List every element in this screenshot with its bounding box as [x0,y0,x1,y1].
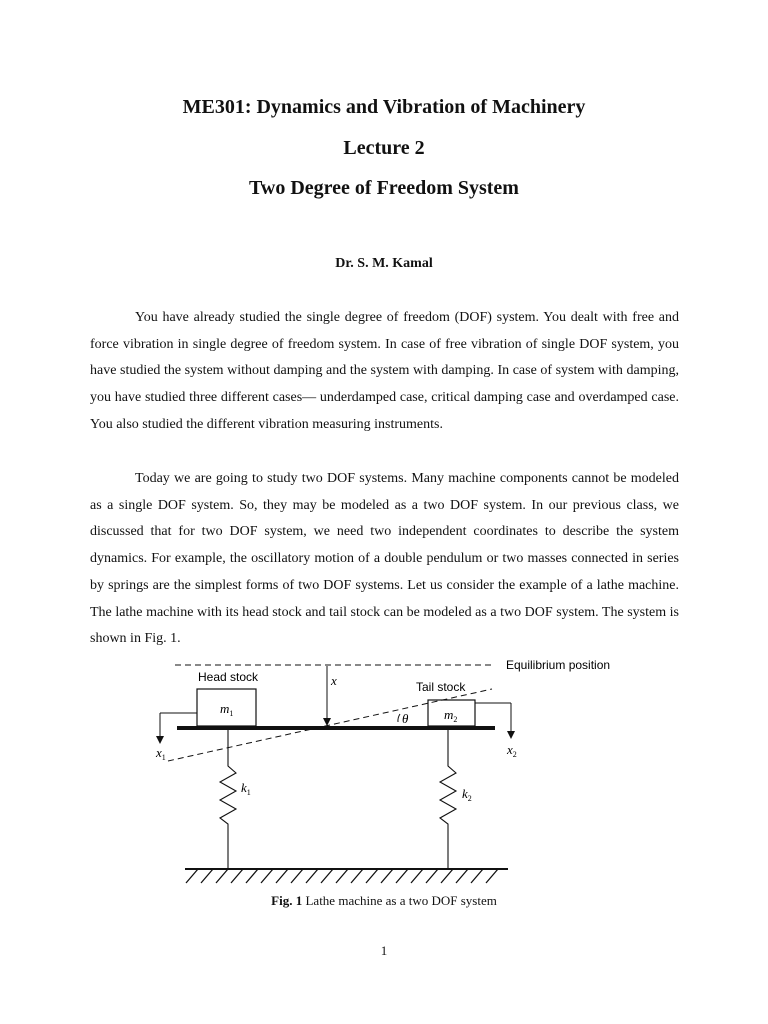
x2-label: $x_2$ [507,742,517,759]
lathe-diagram [140,656,630,896]
tail-stock-label: Tail stock [416,680,466,694]
caption-text: Lathe machine as a two DOF system [302,893,497,908]
x1-arrow-head [156,736,164,744]
figure-lathe-two-dof [140,656,630,896]
spring-k1 [220,730,236,869]
paragraph-2-text: Today we are going to study two DOF systems. Many machine components cannot be modeled as a single DOF system. So, they may be modeled as a two DOF system. In our previous class, we discussed that for two DOF system, we need two independent coordinates to describe the system dynamics. For example, the oscillatory motion of a double pendulum or two masses connected in series by springs are the simplest forms of two DOF systems. Let us consider the example of a lathe machine. The lathe machine with its head stock and tail stock can be modeled as a two DOF system. The system is shown in Fig. 1. [90,471,679,647]
lecture-title: Two Degree of Freedom System [249,177,519,199]
x2-arrow-head [507,731,515,739]
spring-k2 [440,730,456,869]
k2-label: $k_2$ [462,786,472,803]
theta-arc [398,714,400,722]
theta-label: θ [402,711,409,726]
paragraph-1-text: You have already studied the single degree of freedom (DOF) system. You dealt with free and force vibration in single degree of freedom system. In case of free vibration of single DOF system, you have studied the system without damping and the system with damping. In case of system with damping, you have studied three different cases— underdamped case, critical damping case and overdamped case. You also studied the different vibration measuring instruments. [90,310,679,432]
caption-number: Fig. 1 [271,893,303,908]
page-number: 1 [380,943,388,958]
course-title: ME301: Dynamics and Vibration of Machinery [182,96,586,118]
mass2-symbol: $m_2$ [444,707,458,724]
x-label: x [331,673,337,688]
equilibrium-label: Equilibrium position [506,658,611,672]
lecture-number: Lecture 2 [343,137,425,159]
mass1-symbol: $m_1$ [220,701,234,718]
ground-hatching [186,869,498,883]
figure-caption [0,893,768,909]
author-name: Dr. S. M. Kamal [335,256,433,271]
head-stock-label: Head stock [198,670,259,684]
x1-label: $x_1$ [156,745,166,762]
k1-label: $k_1$ [241,780,251,797]
paragraph-2 [90,466,679,653]
paragraph-1 [90,305,679,439]
